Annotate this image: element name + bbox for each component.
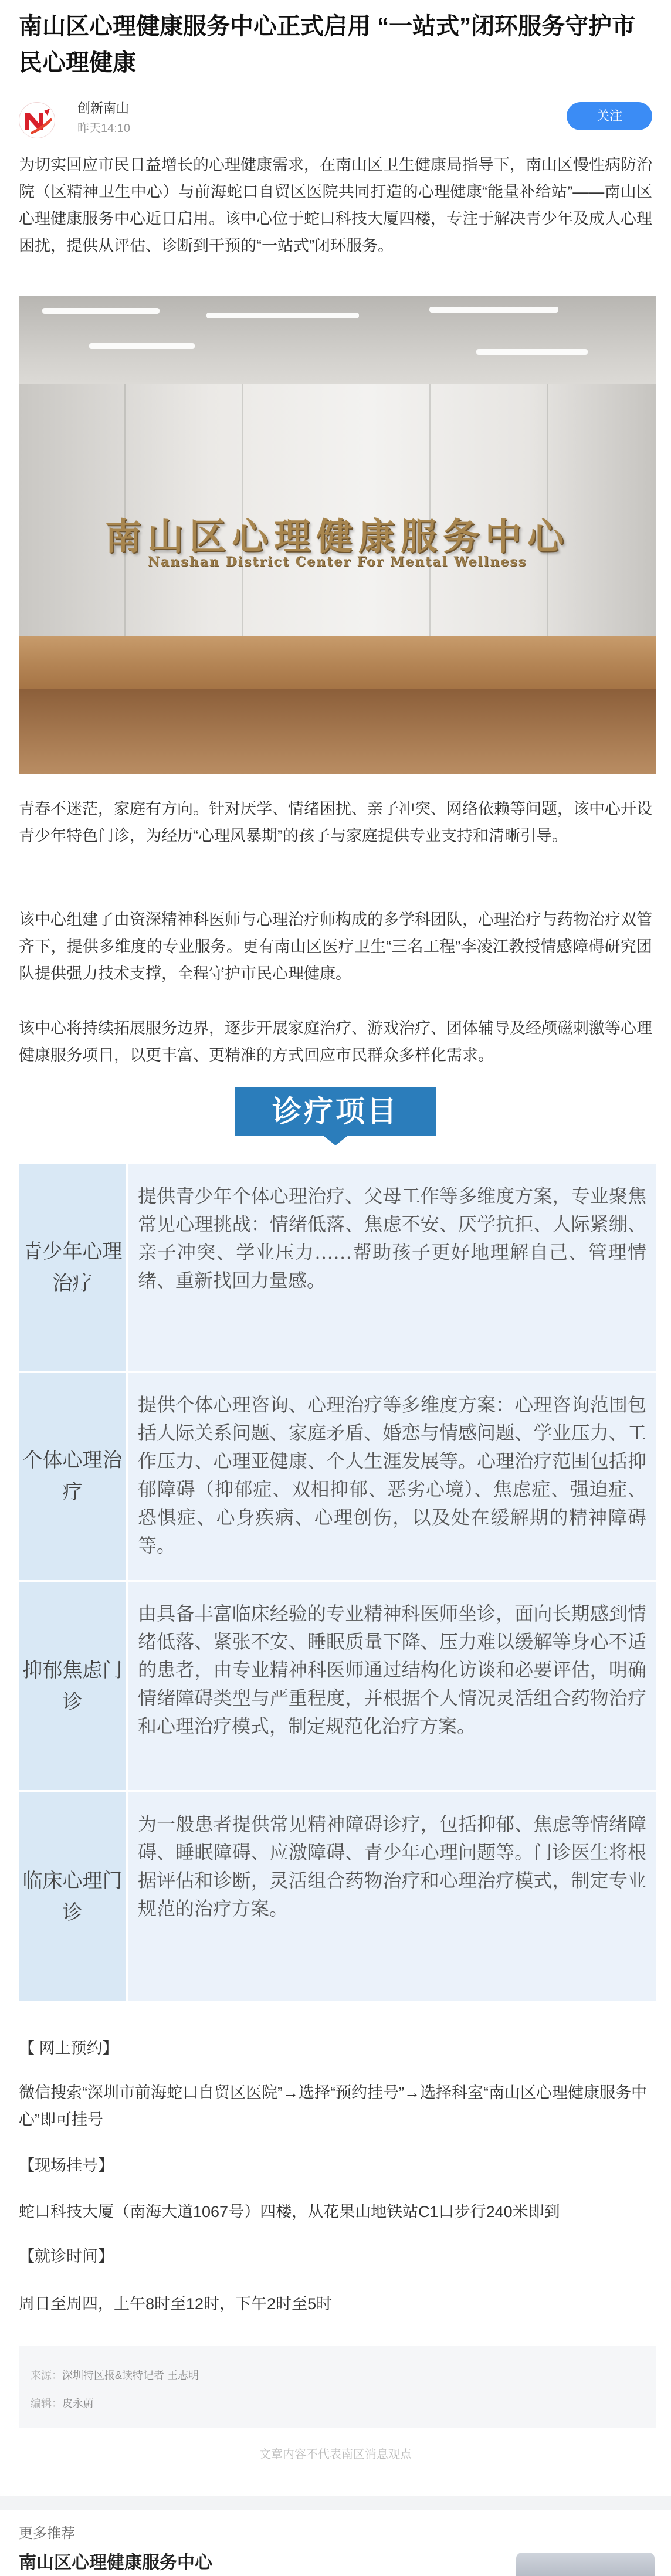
author-row [19,99,652,140]
article-title: 南山区心理健康服务中心正式启用 “一站式”闭环服务守护市民心理健康 [19,13,636,76]
service-description: 提供个体心理咨询、心理治疗等多维度方案：心理咨询范围包括人际关系问题、家庭矛盾、婚恋与情感问题、学业压力、工作压力、心理亚健康、个人生涯发展等。心理治疗范围包括抑郁障碍（抑郁症、双相抑郁、恶劣心境）、焦虑症、强迫症、恐惧症、心身疾病、心理创伤，以及处在缓解期的精神障碍等。 [128,1373,656,1580]
service-row [19,1373,656,1580]
ceiling-light [476,349,588,355]
service-description: 为一般患者提供常见精神障碍诊疗，包括抑郁、焦虑等情绪障碍、睡眠障碍、应激障碍、青少年心理问题等。门诊医生将根据评估和诊断，灵活组合药物治疗和心理治疗模式，制定专业规范的治疗方案。 [128,1792,656,2001]
service-name: 抑郁焦虑门诊 [19,1582,126,1790]
editor-value: 皮永蔚 [62,2398,94,2409]
paragraph-team: 该中心组建了由资深精神科医师与心理治疗师构成的多学科团队，心理治疗与药物治疗双管齐下，提供多维度的专业服务。更有南山区医疗卫生“三名工程”李凌江教授情感障碍研究团队提供强力技术支撑，全程守护市民心理健康。 [19,911,652,982]
hero-image [19,296,656,774]
wall-sign-english: Nanshan District Center For Mental Wellness [147,554,527,570]
hours-heading: 【就诊时间】 [19,2248,114,2265]
onsite-booking-text: 蛇口科技大厦（南海大道1067号）四楼，从花果山地铁站C1口步行240米即到 [19,2203,560,2221]
recommendation-title[interactable]: 南山区心理健康服务中心 [19,2553,212,2572]
author-name[interactable]: 创新南山 [77,101,130,116]
services-table [19,1164,656,2003]
service-name: 青少年心理治疗 [19,1164,126,1371]
author-avatar[interactable] [19,102,55,138]
publish-time: 昨天14:10 [77,122,131,135]
credits-box [19,2346,656,2428]
paragraph-future: 该中心将持续拓展服务边界，逐步开展家庭治疗、游戏治疗、团体辅导及经颅磁刺激等心理健康服务项目，以更丰富、更精准的方式回应市民群众多样化需求。 [19,1019,652,1064]
floor [19,689,656,774]
service-name: 个体心理治疗 [19,1373,126,1580]
more-recommendations-heading: 更多推荐 [19,2526,75,2541]
disclaimer: 文章内容不代表南区消息观点 [259,2448,412,2461]
services-title: 诊疗项目 [235,1087,436,1136]
editor-label: 编辑： [30,2398,62,2409]
wall-sign-chinese: 南山区心理健康服务中心 [104,515,570,558]
title-pointer [324,1136,347,1145]
ceiling-light [206,313,359,318]
credit-source [30,2361,644,2389]
service-row [19,1792,656,2001]
services-heading [0,1087,671,1151]
source-value: 深圳特区报&读特记者 王志明 [62,2370,199,2381]
source-label: 来源： [30,2370,62,2381]
section-divider [0,2496,671,2510]
service-row [19,1164,656,1371]
reception-counter [19,636,656,689]
service-description: 提供青少年个体心理治疗、父母工作等多维度方案，专业聚焦常见心理挑战：情绪低落、焦虑不安、厌学抗拒、人际紧绷、亲子冲突、学业压力……帮助孩子更好地理解自己、管理情绪、重新找回力量感。 [128,1164,656,1371]
paragraph-intro: 为切实回应市民日益增长的心理健康需求，在南山区卫生健康局指导下，南山区慢性病防治院（区精神卫生中心）与前海蛇口自贸区医院共同打造的心理健康“能量补给站”——南山区心理健康服务中心近日启用。该中心位于蛇口科技大厦四楼，专注于解决青少年及成人心理困扰，提供从评估、诊断到干预的“一站式”闭环服务。 [19,156,652,255]
recommendation-thumbnail[interactable] [516,2553,655,2576]
ceiling-light [42,308,160,314]
online-booking-heading: 【 网上预约】 [19,2039,118,2057]
hours-text: 周日至周四，上午8时至12时，下午2时至5时 [19,2295,333,2313]
service-description: 由具备丰富临床经验的专业精神科医师坐诊，面向长期感到情绪低落、紧张不安、睡眠质量下降、压力难以缓解等身心不适的患者，由专业精神科医师通过结构化访谈和必要评估，明确情绪障碍类型与严重程度，并根据个人情况灵活组合药物治疗和心理治疗模式，制定规范化治疗方案。 [128,1582,656,1790]
ceiling-light [429,307,558,313]
online-booking-text: 微信搜索“深圳市前海蛇口自贸区医院”→选择“预约挂号”→选择科室“南山区心理健康服务中心”即可挂号 [19,2084,647,2128]
follow-button[interactable]: 关注 [567,102,652,130]
ceiling-light [89,343,195,349]
onsite-booking-heading: 【现场挂号】 [19,2157,114,2174]
service-name: 临床心理门诊 [19,1792,126,2001]
credit-editor [30,2389,644,2418]
brand-logo-icon [19,103,56,139]
paragraph-youth: 青春不迷茫，家庭有方向。针对厌学、情绪困扰、亲子冲突、网络依赖等问题，该中心开设青少年特色门诊，为经历“心理风暴期”的孩子与家庭提供专业支持和清晰引导。 [19,800,652,845]
service-row [19,1582,656,1790]
